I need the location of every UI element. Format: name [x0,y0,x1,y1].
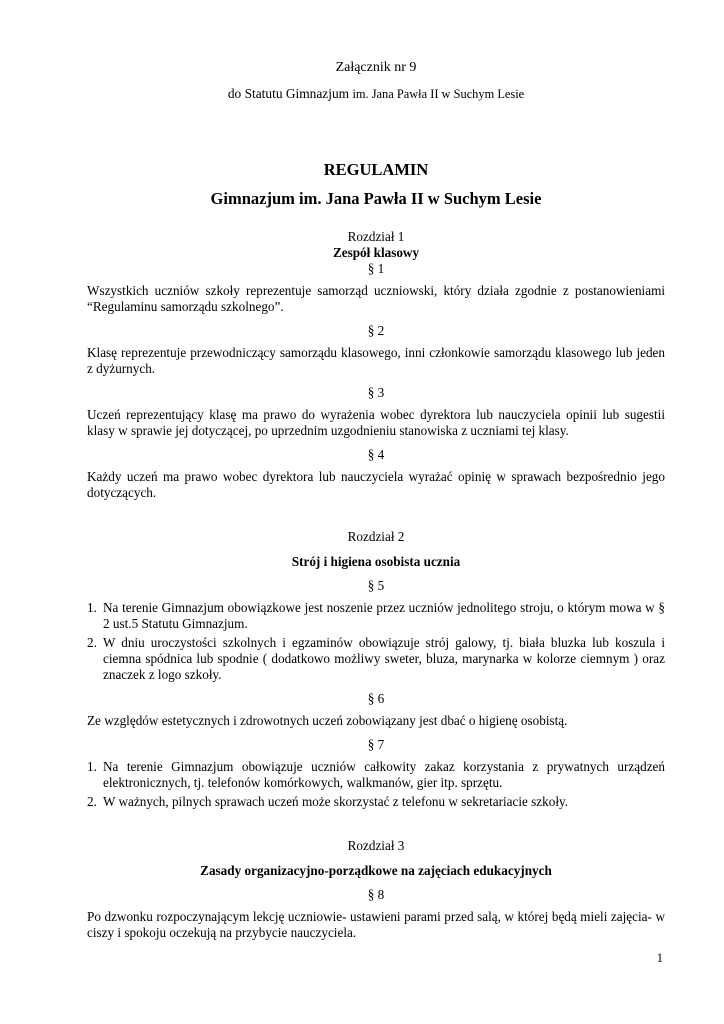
list-item-number: 1. [87,600,97,615]
list-item-text: Na terenie Gimnazjum obowiązuje uczniów całkowity zakaz korzystania z prywatnych urządzeń elektronicznych, tj. telefonów komórkowych, walkmanów, gier itp. sprzętu. [103,759,665,790]
list-item [87,600,665,632]
annex-title: Załącznik nr 9 [335,60,417,75]
list-item-number: 2. [87,635,97,650]
section-mark: § 4 [367,447,385,462]
section-text: Uczeń reprezentujący klasę ma prawo do wyrażenia wobec dyrektora lub nauczyciela opinii lub sugestii klasy w sprawie jej dotyczącej, po uprzednim uzgodnieniu stanowiska z uczniami tej klasy. [87,407,665,438]
statute-prefix: do Statutu Gimnazjum [227,86,350,101]
section-mark: § 6 [367,691,385,706]
section-text: Po dzwonku rozpoczynającym lekcję uczniowie- ustawieni parami przed salą, w której będą mieli zajęcia- w ciszy i spokoju oczekują na przybycie nauczyciela. [87,909,665,940]
document-page [87,60,665,941]
document-title: REGULAMIN [323,160,429,179]
section-text: Klasę reprezentuje przewodniczący samorządu klasowego, inni członkowie samorządu klasowego lub jeden z dyżurnych. [87,345,665,376]
list-item [87,759,665,791]
section-text: Wszystkich uczniów szkoły reprezentuje samorząd uczniowski, który działa zgodnie z postanowieniami “Regulaminu samorządu szkolnego”. [87,283,665,314]
section-text: Każdy uczeń ma prawo wobec dyrektora lub nauczyciela wyrażać opinię w sprawach bezpośrednio jego dotyczących. [87,469,665,500]
chapter-name: Zespół klasowy [332,245,420,260]
chapter-label: Rozdział 1 [347,229,405,244]
chapter-name: Zasady organizacyjno-porządkowe na zajęciach edukacyjnych [200,863,552,878]
section-mark: § 1 [367,261,385,276]
section-mark: § 7 [367,737,385,752]
section-mark: § 8 [367,887,385,902]
page-number: 1 [656,951,663,965]
section-mark: § 5 [367,578,385,593]
chapter-label: Rozdział 2 [347,529,405,544]
annex-subtitle [87,86,665,102]
list-item [87,635,665,683]
chapter-name: Strój i higiena osobista ucznia [291,554,461,569]
list-item-text: Na terenie Gimnazjum obowiązkowe jest noszenie przez uczniów jednolitego stroju, o którym mowa w § 2 ust.5 Statutu Gimnazjum. [103,600,665,631]
list-item-number: 1. [87,759,97,774]
chapter-label: Rozdział 3 [347,838,405,853]
numbered-list [87,759,665,810]
section-text: Ze względów estetycznych i zdrowotnych uczeń zobowiązany jest dbać o higienę osobistą. [87,713,568,728]
list-item-text: W dniu uroczystości szkolnych i egzaminów obowiązuje strój galowy, tj. biała bluzka lub koszula i ciemna spódnica lub spodnie ( dodatkowo możliwy sweter, bluza, marynarka w kolorze ciemnym ) oraz znaczek z logo szkoły. [103,635,665,682]
chapter-3 [87,838,665,941]
list-item-text: W ważnych, pilnych sprawach uczeń może skorzystać z telefonu w sekretariacie szkoły. [103,794,569,809]
list-item [87,794,665,810]
list-item-number: 2. [87,794,97,809]
statute-suffix: im. Jana Pawła II w Suchym Lesie [352,87,525,101]
section-mark: § 2 [367,323,385,338]
section-mark: § 3 [367,385,385,400]
chapter-2 [87,529,665,810]
numbered-list [87,600,665,683]
document-subtitle: Gimnazjum im. Jana Pawła II w Suchym Lesie [210,189,542,208]
chapter-1 [87,229,665,501]
